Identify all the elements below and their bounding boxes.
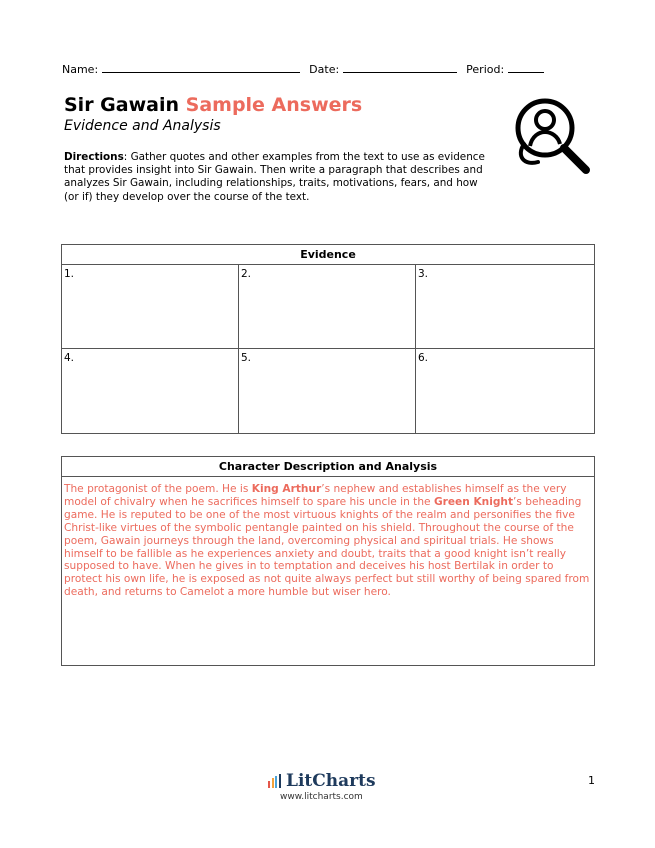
analysis-text-3: ’s beheading game. He is reputed to be one of the most virtuous knights of the realm and personifies the five Christ-like virtues of the symbolic pentangle painted on his shield. Throughout the course of the poem, Gawain journeys through the land, overcoming physical and spiritual trials. He shows himself to be fallible as he experiences anxiety and doubt, traits that a good knight isn’t really supposed to have. When he gives in to temptation and deceives his host Bertilak in order to protect his own life, he is exposed as not quite always perfect but still worthy of being spared from death, and returns to Camelot a more humble but wiser hero. xyxy=(64,495,590,599)
directions-body: : Gather quotes and other examples from the text to use as evidence that provides insight into Sir Gawain. Then write a paragraph that describes and analyzes Sir Gawain, including relationships, traits, motivations, fears, and how (or if) they develop over the course of the text. xyxy=(64,151,485,203)
logo-text: LitCharts xyxy=(286,771,376,791)
evidence-cell-3[interactable]: 3. xyxy=(416,265,594,349)
analysis-table xyxy=(61,456,595,666)
litcharts-bars-icon xyxy=(268,774,282,788)
directions-text xyxy=(64,151,489,204)
analysis-text-2: ’s nephew and establishes himself as the very model of chivalry when he sacrifices himself to spare his uncle in the xyxy=(64,483,567,508)
directions-label: Directions xyxy=(64,151,124,163)
evidence-cell-5[interactable]: 5. xyxy=(239,349,416,434)
analysis-text-1: The protagonist of the poem. He is xyxy=(64,483,252,495)
student-info-line xyxy=(62,61,542,76)
evidence-table xyxy=(61,244,595,434)
title-accent: Sample Answers xyxy=(185,94,363,116)
magnifier-person-icon xyxy=(512,98,592,174)
analysis-answer[interactable] xyxy=(62,477,594,599)
date-label: Date: xyxy=(309,63,340,76)
evidence-cell-6[interactable]: 6. xyxy=(418,352,429,364)
name-field[interactable] xyxy=(102,61,300,73)
green-knight-term: Green Knight xyxy=(433,495,514,508)
period-field[interactable] xyxy=(508,61,544,73)
date-field[interactable] xyxy=(343,61,457,73)
king-arthur-term: King Arthur xyxy=(251,483,322,495)
name-label: Name: xyxy=(62,63,99,76)
evidence-cell-4[interactable]: 4. xyxy=(62,349,239,434)
page-subtitle: Evidence and Analysis xyxy=(64,118,221,134)
page-number: 1 xyxy=(588,774,595,787)
evidence-cell-2[interactable]: 2. xyxy=(239,265,416,349)
period-label: Period: xyxy=(466,63,505,76)
page-title xyxy=(64,94,362,116)
website-link[interactable]: www.litcharts.com xyxy=(280,792,363,802)
analysis-heading: Character Description and Analysis xyxy=(62,457,594,477)
litcharts-logo[interactable] xyxy=(268,771,376,791)
evidence-heading: Evidence xyxy=(62,245,594,265)
title-main: Sir Gawain xyxy=(64,94,180,116)
evidence-cell-1[interactable]: 1. xyxy=(62,265,239,349)
